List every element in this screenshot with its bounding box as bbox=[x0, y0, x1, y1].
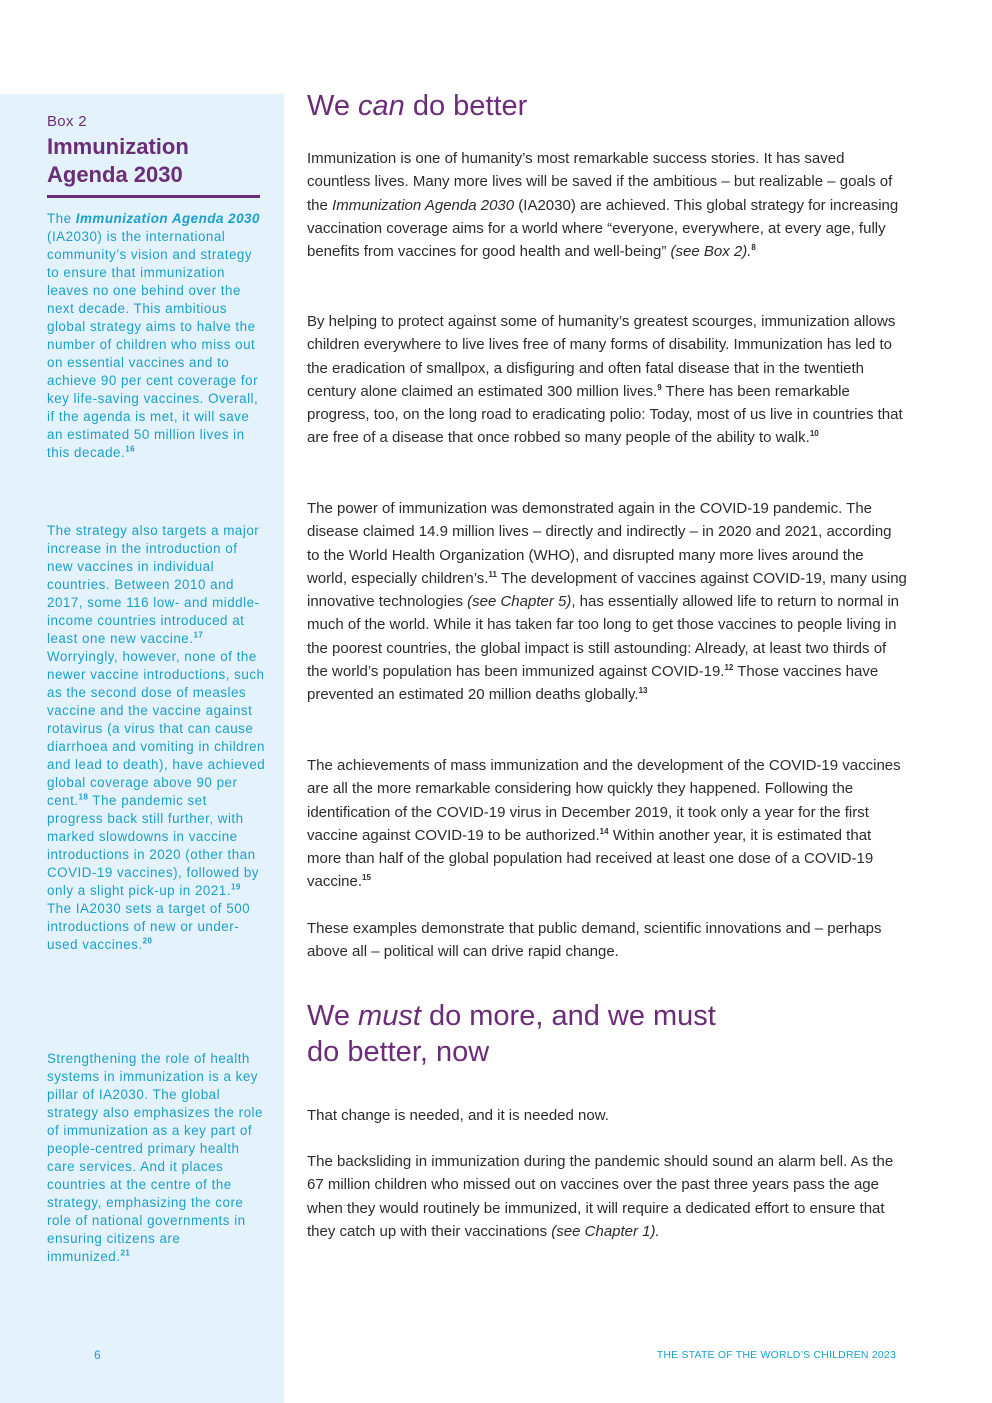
footnote-ref[interactable]: 18 bbox=[78, 792, 89, 802]
box-title: Immunization Agenda 2030 bbox=[47, 134, 189, 187]
box-label: Box 2 bbox=[47, 113, 87, 130]
body-paragraph-6: That change is needed, and it is needed now. bbox=[307, 1107, 609, 1124]
footnote-ref[interactable]: 10 bbox=[809, 429, 819, 439]
box-paragraph-2: The strategy also targets a major increase in the introduction of new vaccines in individual countries. Between 2010 and 2017, some 116 low- and middle-income countries introduced at least one new vaccine.$^{17}$ Worryingly, however, none of the newer vaccine introductions, such as the second dose of measles vaccine and the vaccine against rotavirus (a virus that can cause diarrhoea and vomiting in children and lead to death), have achieved global coverage above 90 per cent.$^{18}$ The pandemic set progress back still further, with marked slowdowns in vaccine introductions in 2020 (other than COVID-19 vaccines), followed by only a slight pick-up in 2021.19 The IA2030 sets a target of 500 introductions of new or under-used vaccines.$^{20}$ bbox=[47, 523, 266, 952]
footnote-ref[interactable]: 19 bbox=[230, 882, 241, 892]
body-paragraph-4: The achievements of mass immunization and the development of the COVID-19 vaccines are all the more remarkable considering how quickly they happened. Following the identification of the COVID-19 virus in December 2019, it took only a year for the first vaccine against COVID-19 to be authorized.$^{14}$ Within another year, it is estimated that more than half of the global population had received at least one dose of a COVID-19 vaccine.$^{15}$ bbox=[307, 757, 901, 891]
box-title-divider bbox=[47, 195, 260, 198]
footnote-ref[interactable]: 12 bbox=[724, 663, 734, 673]
box-paragraph-1: The Immunization Agenda 2030 (IA2030) is the international community’s vision and strategy to ensure that immunization leaves no one behind over the next decade. This ambitious global strategy aims to halve the number of children who miss out on essential vaccines and to achieve 90 per cent coverage for key life-saving vaccines. Overall, if the agenda is met, it will save an estimated 50 million lives in this decade.$^{16}$ bbox=[47, 211, 260, 460]
cross-reference-box-2[interactable]: (see Box 2). bbox=[670, 243, 752, 261]
body-paragraph-7: The backsliding in immunization during the pandemic should sound an alarm bell. As the 67 million children who missed out on vaccines over the past three years pass the age when they would routinely be immunized, it will require a dedicated effort to ensure that they catch up with their vaccinations (see Chapter 1). bbox=[307, 1153, 894, 1240]
body-paragraph-5: These examples demonstrate that public demand, scientific innovations and – perhaps above all – political will can drive rapid change. bbox=[307, 920, 882, 961]
footnote-ref[interactable]: 16 bbox=[125, 444, 136, 454]
section-heading-we-must-do-more: We must do more, and we must do better, now bbox=[307, 1000, 716, 1068]
box-paragraph-3: Strengthening the role of health systems in immunization is a key pillar of IA2030. The global strategy also emphasizes the role of immunization as a key part of people-centred primary health care services. And it places countries at the centre of the strategy, emphasizing the core role of national governments in ensuring citizens are immunized.$^{21}$ bbox=[47, 1051, 263, 1264]
footnote-ref[interactable]: 9 bbox=[657, 382, 662, 392]
footnote-ref[interactable]: 17 bbox=[193, 630, 204, 640]
footnote-ref[interactable]: 13 bbox=[638, 686, 648, 696]
footnote-ref[interactable]: 20 bbox=[142, 936, 153, 946]
cross-reference-chapter-5[interactable]: (see Chapter 5) bbox=[467, 593, 572, 611]
footnote-ref[interactable]: 14 bbox=[599, 826, 609, 836]
footnote-ref[interactable]: 8 bbox=[751, 243, 756, 253]
body-paragraph-1: Immunization is one of humanity’s most remarkable success stories. It has saved countless lives. Many more lives will be saved if the ambitious – but realizable – goals of the Immunization Agenda 2030 (IA2030) are achieved. This global strategy for increasing vaccination coverage aims for a world where “everyone, everywhere, at every age, fully benefits from vaccines for good health and well-being” (see Box 2).$^8$ bbox=[307, 150, 899, 261]
publication-title: THE STATE OF THE WORLD’S CHILDREN 2023 bbox=[656, 1349, 896, 1361]
page-number: 6 bbox=[94, 1348, 101, 1362]
footnote-ref[interactable]: 21 bbox=[120, 1248, 131, 1258]
body-paragraph-3: The power of immunization was demonstrated again in the COVID-19 pandemic. The disease claimed 14.9 million lives – directly and indirectly – in 2020 and 2021, according to the World Health Organization (WHO), and disrupted many more lives around the world, especially children’s.$^{11}$ The development of vaccines against COVID-19, many using innovative technologies (see Chapter 5), has essentially allowed life to return to normal in much of the world. While it has taken far too long to get those vaccines to people living in the poorest countries, the global impact is still astounding: Already, at least two thirds of the world’s population has been immunized against COVID-19.12 Those vaccines have prevented an estimated 20 million deaths globally.$^{13}$ bbox=[307, 500, 907, 704]
body-paragraph-2: By helping to protect against some of humanity’s greatest scourges, immunization allows children everywhere to live lives free of many forms of disability. Immunization has led to the eradication of smallpox, a disfiguring and often fatal disease that in the twentieth century alone claimed an estimated 300 million lives.$^9$ There has been remarkable progress, too, on the long road to eradicating polio: Today, most of us live in countries that are free of a disease that once robbed so many people of the ability to walk.$^{10}$ bbox=[307, 313, 903, 447]
cross-reference-chapter-1[interactable]: (see Chapter 1). bbox=[551, 1222, 660, 1240]
footnote-ref[interactable]: 11 bbox=[488, 569, 497, 579]
footnote-ref[interactable]: 15 bbox=[362, 873, 371, 883]
section-heading-we-can-do-better: We can do better bbox=[307, 90, 528, 122]
